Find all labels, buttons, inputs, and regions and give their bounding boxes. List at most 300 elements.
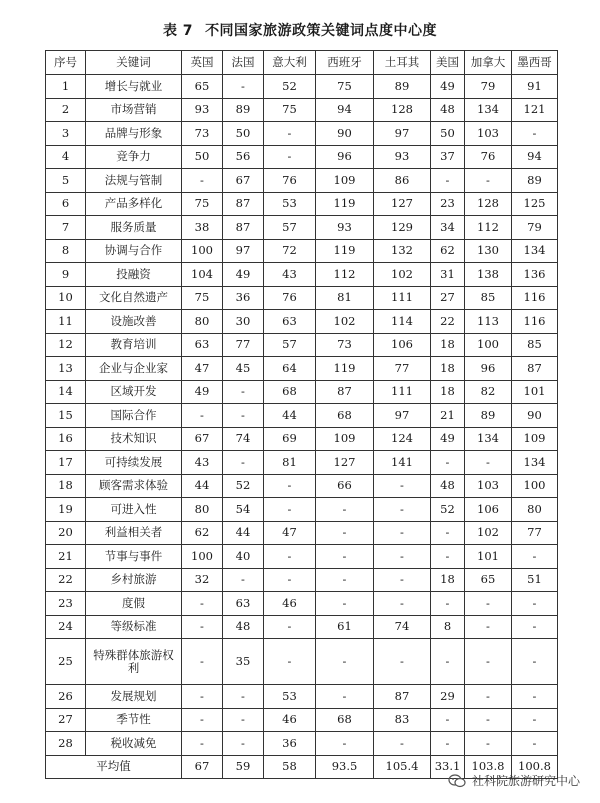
- keyword-cell: 顾客需求体验: [86, 474, 182, 498]
- value-cell: 76: [264, 169, 316, 193]
- value-cell: -: [374, 521, 431, 545]
- row-index: 3: [46, 122, 86, 146]
- value-cell: 65: [465, 568, 512, 592]
- header-mexico: 墨西哥: [512, 51, 558, 75]
- value-cell: 85: [465, 286, 512, 310]
- keyword-cell: 度假: [86, 592, 182, 616]
- keyword-cell: 投融资: [86, 263, 182, 287]
- row-index: 18: [46, 474, 86, 498]
- value-cell: -: [431, 639, 465, 685]
- value-cell: 87: [374, 685, 431, 709]
- value-cell: 100: [182, 545, 223, 569]
- keyword-cell: 国际合作: [86, 404, 182, 428]
- value-cell: 30: [223, 310, 264, 334]
- keyword-cell: 设施改善: [86, 310, 182, 334]
- value-cell: 46: [264, 592, 316, 616]
- row-index: 28: [46, 732, 86, 756]
- value-cell: -: [374, 639, 431, 685]
- value-cell: 66: [316, 474, 374, 498]
- value-cell: 81: [316, 286, 374, 310]
- table-row: [46, 75, 558, 99]
- value-cell: -: [431, 169, 465, 193]
- value-cell: 134: [465, 427, 512, 451]
- value-cell: 100: [512, 474, 558, 498]
- value-cell: 76: [264, 286, 316, 310]
- value-cell: 101: [465, 545, 512, 569]
- value-cell: -: [431, 451, 465, 475]
- value-cell: -: [465, 639, 512, 685]
- value-cell: 53: [264, 685, 316, 709]
- value-cell: 80: [182, 310, 223, 334]
- value-cell: 43: [264, 263, 316, 287]
- value-cell: 97: [374, 404, 431, 428]
- value-cell: 47: [264, 521, 316, 545]
- table-row: [46, 451, 558, 475]
- keyword-centrality-table: [45, 50, 558, 779]
- table-row: [46, 98, 558, 122]
- header-uk: 英国: [182, 51, 223, 75]
- value-cell: 89: [223, 98, 264, 122]
- value-cell: 48: [223, 615, 264, 639]
- value-cell: 52: [264, 75, 316, 99]
- value-cell: 18: [431, 333, 465, 357]
- keyword-cell: 市场营销: [86, 98, 182, 122]
- row-index: 11: [46, 310, 86, 334]
- value-cell: 90: [316, 122, 374, 146]
- table-row: [46, 239, 558, 263]
- value-cell: 62: [182, 521, 223, 545]
- value-cell: 127: [374, 192, 431, 216]
- value-cell: 130: [465, 239, 512, 263]
- value-cell: -: [316, 568, 374, 592]
- average-cell: 100.8: [512, 755, 558, 779]
- keyword-cell: 特殊群体旅游权利: [86, 639, 182, 685]
- table-title: [0, 20, 600, 40]
- row-index: 13: [46, 357, 86, 381]
- value-cell: 44: [264, 404, 316, 428]
- value-cell: 114: [374, 310, 431, 334]
- value-cell: 77: [374, 357, 431, 381]
- value-cell: 52: [431, 498, 465, 522]
- value-cell: -: [374, 545, 431, 569]
- keyword-cell: 乡村旅游: [86, 568, 182, 592]
- value-cell: -: [431, 592, 465, 616]
- value-cell: 48: [431, 98, 465, 122]
- header-index: 序号: [46, 51, 86, 75]
- value-cell: 109: [316, 169, 374, 193]
- value-cell: 124: [374, 427, 431, 451]
- table-row: [46, 427, 558, 451]
- value-cell: 97: [374, 122, 431, 146]
- table-row: [46, 333, 558, 357]
- header-spain: 西班牙: [316, 51, 374, 75]
- table-row: [46, 404, 558, 428]
- value-cell: 51: [512, 568, 558, 592]
- value-cell: 94: [316, 98, 374, 122]
- value-cell: -: [223, 404, 264, 428]
- value-cell: -: [223, 380, 264, 404]
- value-cell: 73: [316, 333, 374, 357]
- row-index: 2: [46, 98, 86, 122]
- keyword-cell: 可进入性: [86, 498, 182, 522]
- row-index: 22: [46, 568, 86, 592]
- keyword-cell: 法规与管制: [86, 169, 182, 193]
- keyword-cell: 协调与合作: [86, 239, 182, 263]
- value-cell: -: [431, 545, 465, 569]
- row-index: 25: [46, 639, 86, 685]
- value-cell: 50: [431, 122, 465, 146]
- value-cell: 23: [431, 192, 465, 216]
- value-cell: -: [374, 568, 431, 592]
- value-cell: 76: [465, 145, 512, 169]
- value-cell: 8: [431, 615, 465, 639]
- table-row: [46, 216, 558, 240]
- value-cell: 91: [512, 75, 558, 99]
- value-cell: 94: [512, 145, 558, 169]
- header-usa: 美国: [431, 51, 465, 75]
- keyword-cell: 品牌与形象: [86, 122, 182, 146]
- keyword-cell: 区域开发: [86, 380, 182, 404]
- table-number: 表 7: [162, 23, 194, 39]
- row-index: 8: [46, 239, 86, 263]
- value-cell: -: [264, 568, 316, 592]
- value-cell: 35: [223, 639, 264, 685]
- value-cell: -: [264, 145, 316, 169]
- keyword-cell: 产品多样化: [86, 192, 182, 216]
- header-row: [46, 51, 558, 75]
- value-cell: 87: [316, 380, 374, 404]
- table-row: [46, 592, 558, 616]
- row-index: 21: [46, 545, 86, 569]
- value-cell: 75: [182, 192, 223, 216]
- value-cell: 89: [374, 75, 431, 99]
- value-cell: 44: [182, 474, 223, 498]
- value-cell: 119: [316, 239, 374, 263]
- value-cell: -: [316, 498, 374, 522]
- value-cell: 81: [264, 451, 316, 475]
- value-cell: 47: [182, 357, 223, 381]
- row-index: 16: [46, 427, 86, 451]
- value-cell: -: [512, 545, 558, 569]
- value-cell: 67: [182, 427, 223, 451]
- value-cell: -: [223, 568, 264, 592]
- value-cell: 79: [465, 75, 512, 99]
- row-index: 12: [46, 333, 86, 357]
- value-cell: 106: [374, 333, 431, 357]
- average-cell: 103.8: [465, 755, 512, 779]
- value-cell: 136: [512, 263, 558, 287]
- value-cell: 79: [512, 216, 558, 240]
- value-cell: 89: [512, 169, 558, 193]
- value-cell: 77: [512, 521, 558, 545]
- row-index: 20: [46, 521, 86, 545]
- value-cell: 45: [223, 357, 264, 381]
- value-cell: 102: [316, 310, 374, 334]
- table-row: [46, 169, 558, 193]
- value-cell: 18: [431, 380, 465, 404]
- keyword-cell: 节事与事件: [86, 545, 182, 569]
- value-cell: -: [465, 592, 512, 616]
- value-cell: 93: [182, 98, 223, 122]
- value-cell: -: [223, 75, 264, 99]
- value-cell: -: [374, 498, 431, 522]
- value-cell: 49: [223, 263, 264, 287]
- keyword-cell: 技术知识: [86, 427, 182, 451]
- value-cell: -: [512, 639, 558, 685]
- table-row: [46, 708, 558, 732]
- value-cell: 48: [431, 474, 465, 498]
- value-cell: -: [264, 545, 316, 569]
- value-cell: 93: [374, 145, 431, 169]
- value-cell: 31: [431, 263, 465, 287]
- row-index: 27: [46, 708, 86, 732]
- value-cell: -: [264, 474, 316, 498]
- value-cell: 83: [374, 708, 431, 732]
- value-cell: -: [223, 732, 264, 756]
- table-row: [46, 568, 558, 592]
- value-cell: 141: [374, 451, 431, 475]
- table-row: [46, 310, 558, 334]
- value-cell: 34: [431, 216, 465, 240]
- value-cell: -: [223, 451, 264, 475]
- row-index: 10: [46, 286, 86, 310]
- value-cell: 80: [512, 498, 558, 522]
- average-cell: 93.5: [316, 755, 374, 779]
- value-cell: 97: [223, 239, 264, 263]
- value-cell: -: [465, 708, 512, 732]
- value-cell: -: [223, 685, 264, 709]
- table-caption: 不同国家旅游政策关键词点度中心度: [205, 23, 438, 39]
- value-cell: 104: [182, 263, 223, 287]
- value-cell: -: [465, 451, 512, 475]
- row-index: 23: [46, 592, 86, 616]
- table-row: [46, 615, 558, 639]
- row-index: 7: [46, 216, 86, 240]
- value-cell: 101: [512, 380, 558, 404]
- value-cell: 75: [316, 75, 374, 99]
- value-cell: 90: [512, 404, 558, 428]
- value-cell: 134: [465, 98, 512, 122]
- value-cell: 27: [431, 286, 465, 310]
- value-cell: -: [374, 474, 431, 498]
- value-cell: 116: [512, 310, 558, 334]
- value-cell: 63: [182, 333, 223, 357]
- value-cell: 53: [264, 192, 316, 216]
- value-cell: -: [512, 732, 558, 756]
- value-cell: 132: [374, 239, 431, 263]
- table-row: [46, 286, 558, 310]
- value-cell: 128: [374, 98, 431, 122]
- value-cell: 77: [223, 333, 264, 357]
- keyword-cell: 税收减免: [86, 732, 182, 756]
- value-cell: 63: [223, 592, 264, 616]
- table-row: [46, 192, 558, 216]
- row-index: 14: [46, 380, 86, 404]
- value-cell: 103: [465, 474, 512, 498]
- value-cell: 29: [431, 685, 465, 709]
- table-row: [46, 474, 558, 498]
- table-row: [46, 521, 558, 545]
- value-cell: -: [264, 122, 316, 146]
- value-cell: 109: [512, 427, 558, 451]
- value-cell: 86: [374, 169, 431, 193]
- value-cell: -: [264, 639, 316, 685]
- value-cell: 111: [374, 380, 431, 404]
- wechat-icon: [448, 774, 466, 788]
- value-cell: -: [182, 592, 223, 616]
- value-cell: -: [316, 545, 374, 569]
- value-cell: 68: [264, 380, 316, 404]
- value-cell: 65: [182, 75, 223, 99]
- header-keyword: 关键词: [86, 51, 182, 75]
- value-cell: 49: [182, 380, 223, 404]
- value-cell: 72: [264, 239, 316, 263]
- value-cell: 32: [182, 568, 223, 592]
- value-cell: -: [465, 732, 512, 756]
- value-cell: 52: [223, 474, 264, 498]
- value-cell: 67: [223, 169, 264, 193]
- row-index: 15: [46, 404, 86, 428]
- keyword-cell: 教育培训: [86, 333, 182, 357]
- header-france: 法国: [223, 51, 264, 75]
- value-cell: 109: [316, 427, 374, 451]
- value-cell: 121: [512, 98, 558, 122]
- value-cell: -: [512, 122, 558, 146]
- value-cell: 125: [512, 192, 558, 216]
- value-cell: 40: [223, 545, 264, 569]
- value-cell: 61: [316, 615, 374, 639]
- value-cell: -: [431, 732, 465, 756]
- value-cell: -: [431, 521, 465, 545]
- table-row: [46, 732, 558, 756]
- value-cell: 62: [431, 239, 465, 263]
- value-cell: -: [264, 498, 316, 522]
- value-cell: -: [182, 615, 223, 639]
- table-row: [46, 357, 558, 381]
- table-row: [46, 145, 558, 169]
- average-cell: 33.1: [431, 755, 465, 779]
- value-cell: 18: [431, 357, 465, 381]
- value-cell: -: [182, 639, 223, 685]
- value-cell: 63: [264, 310, 316, 334]
- value-cell: -: [316, 685, 374, 709]
- row-index: 19: [46, 498, 86, 522]
- value-cell: 87: [223, 216, 264, 240]
- table-row: [46, 498, 558, 522]
- value-cell: 82: [465, 380, 512, 404]
- value-cell: 22: [431, 310, 465, 334]
- value-cell: 127: [316, 451, 374, 475]
- row-index: 4: [46, 145, 86, 169]
- value-cell: -: [264, 615, 316, 639]
- value-cell: 18: [431, 568, 465, 592]
- keyword-cell: 竞争力: [86, 145, 182, 169]
- value-cell: -: [374, 732, 431, 756]
- value-cell: 103: [465, 122, 512, 146]
- value-cell: 138: [465, 263, 512, 287]
- value-cell: 57: [264, 216, 316, 240]
- value-cell: 87: [223, 192, 264, 216]
- row-index: 9: [46, 263, 86, 287]
- value-cell: 36: [264, 732, 316, 756]
- value-cell: 134: [512, 451, 558, 475]
- keyword-cell: 季节性: [86, 708, 182, 732]
- value-cell: -: [223, 708, 264, 732]
- keyword-cell: 服务质量: [86, 216, 182, 240]
- value-cell: 74: [374, 615, 431, 639]
- value-cell: 69: [264, 427, 316, 451]
- value-cell: 73: [182, 122, 223, 146]
- value-cell: -: [316, 521, 374, 545]
- value-cell: 128: [465, 192, 512, 216]
- value-cell: 46: [264, 708, 316, 732]
- value-cell: -: [431, 708, 465, 732]
- value-cell: 113: [465, 310, 512, 334]
- value-cell: -: [182, 169, 223, 193]
- value-cell: -: [512, 615, 558, 639]
- value-cell: -: [512, 592, 558, 616]
- keyword-cell: 增长与就业: [86, 75, 182, 99]
- value-cell: 119: [316, 192, 374, 216]
- row-index: 6: [46, 192, 86, 216]
- value-cell: 111: [374, 286, 431, 310]
- header-turkey: 土耳其: [374, 51, 431, 75]
- value-cell: -: [465, 615, 512, 639]
- value-cell: 37: [431, 145, 465, 169]
- value-cell: 68: [316, 708, 374, 732]
- value-cell: 68: [316, 404, 374, 428]
- value-cell: 112: [465, 216, 512, 240]
- value-cell: -: [316, 639, 374, 685]
- header-canada: 加拿大: [465, 51, 512, 75]
- value-cell: 75: [264, 98, 316, 122]
- watermark: [448, 772, 580, 789]
- value-cell: 21: [431, 404, 465, 428]
- row-index: 17: [46, 451, 86, 475]
- row-index: 24: [46, 615, 86, 639]
- keyword-cell: 发展规划: [86, 685, 182, 709]
- value-cell: -: [316, 732, 374, 756]
- row-index: 5: [46, 169, 86, 193]
- table-row: [46, 263, 558, 287]
- average-cell: 105.4: [374, 755, 431, 779]
- value-cell: 112: [316, 263, 374, 287]
- value-cell: -: [316, 592, 374, 616]
- keyword-cell: 企业与企业家: [86, 357, 182, 381]
- average-cell: 59: [223, 755, 264, 779]
- value-cell: 96: [316, 145, 374, 169]
- table-row: [46, 122, 558, 146]
- keyword-cell: 等级标准: [86, 615, 182, 639]
- value-cell: 106: [465, 498, 512, 522]
- keyword-cell: 利益相关者: [86, 521, 182, 545]
- value-cell: -: [465, 169, 512, 193]
- value-cell: 89: [465, 404, 512, 428]
- header-italy: 意大利: [264, 51, 316, 75]
- value-cell: 75: [182, 286, 223, 310]
- value-cell: -: [512, 708, 558, 732]
- value-cell: 100: [465, 333, 512, 357]
- keyword-cell: 可持续发展: [86, 451, 182, 475]
- row-index: 1: [46, 75, 86, 99]
- value-cell: 134: [512, 239, 558, 263]
- value-cell: 85: [512, 333, 558, 357]
- table-row: [46, 639, 558, 685]
- value-cell: 80: [182, 498, 223, 522]
- table-row: [46, 545, 558, 569]
- value-cell: 119: [316, 357, 374, 381]
- table-row: [46, 685, 558, 709]
